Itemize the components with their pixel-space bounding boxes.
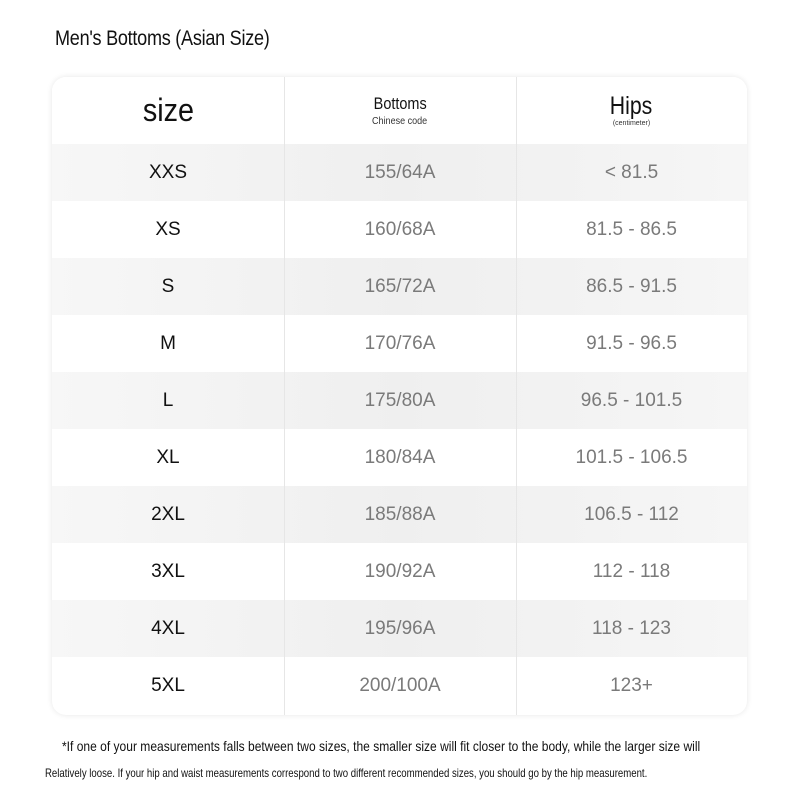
hips-cell-text: 86.5 - 91.5: [586, 275, 677, 297]
size-cell-text: 3XL: [151, 560, 185, 582]
chinese-code-cell: [284, 144, 516, 201]
footnote-line-2: Relatively loose. If your hip and waist measurements correspond to two different recommended sizes, you should go by the hip measurement.: [45, 766, 648, 780]
hips-cell: [516, 486, 747, 543]
size-cell-text: 5XL: [151, 674, 185, 696]
table-header-row: [52, 77, 747, 144]
chinese-code-cell: [284, 201, 516, 258]
table-row: [52, 201, 747, 258]
hips-cell-text: 101.5 - 106.5: [575, 446, 688, 468]
size-cell: [52, 543, 284, 600]
hips-cell: [516, 543, 747, 600]
header-bottoms-sublabel: Chinese code: [372, 115, 428, 127]
hips-cell: [516, 600, 747, 657]
table-row: [52, 144, 747, 201]
size-cell-text: 2XL: [151, 503, 185, 525]
size-cell: [52, 144, 284, 201]
chinese-code-cell-text: 180/84A: [364, 446, 436, 468]
hips-cell-text: 123+: [610, 674, 653, 696]
hips-cell-text: 81.5 - 86.5: [586, 218, 677, 240]
chinese-code-cell-text: 165/72A: [364, 275, 436, 297]
size-cell-text: XS: [155, 218, 181, 240]
hips-cell-text: 96.5 - 101.5: [580, 389, 683, 411]
hips-cell: [516, 201, 747, 258]
size-cell: [52, 486, 284, 543]
footnote-line-1: *If one of your measurements falls between two sizes, the smaller size will fit closer to the body, while the larger size will: [62, 738, 701, 754]
page-title: Men's Bottoms (Asian Size): [55, 27, 270, 50]
size-cell-text: M: [160, 332, 176, 354]
header-bottoms-cell: [284, 77, 516, 144]
header-hips-sublabel: (centimeter): [612, 120, 651, 127]
chinese-code-cell: [284, 657, 516, 714]
table-row: [52, 657, 747, 714]
hips-cell: [516, 258, 747, 315]
hips-cell: [516, 144, 747, 201]
hips-cell: [516, 372, 747, 429]
hips-cell-text: 118 - 123: [592, 617, 671, 639]
table-row: [52, 315, 747, 372]
chinese-code-cell-text: 175/80A: [364, 389, 436, 411]
chinese-code-cell-text: 190/92A: [364, 560, 436, 582]
hips-cell-text: 91.5 - 96.5: [586, 332, 677, 354]
column-divider: [516, 77, 517, 715]
size-cell-text: XXS: [148, 161, 188, 183]
header-size-label: size: [142, 92, 194, 128]
size-cell: [52, 372, 284, 429]
size-cell-text: L: [162, 389, 174, 411]
size-cell-text: S: [161, 275, 175, 297]
size-cell: [52, 201, 284, 258]
hips-cell-text: 106.5 - 112: [584, 503, 679, 525]
size-cell-text: XL: [156, 446, 180, 468]
chinese-code-cell-text: 195/96A: [364, 617, 436, 639]
table-row: [52, 372, 747, 429]
header-size-cell: [52, 77, 284, 144]
size-cell: [52, 429, 284, 486]
hips-cell: [516, 315, 747, 372]
chinese-code-cell: [284, 315, 516, 372]
hips-cell: [516, 429, 747, 486]
chinese-code-cell-text: 185/88A: [364, 503, 436, 525]
table-row: [52, 429, 747, 486]
size-chart-table: [52, 77, 747, 715]
hips-cell-text: < 81.5: [604, 161, 659, 183]
chinese-code-cell-text: 200/100A: [359, 674, 441, 696]
column-divider: [284, 77, 285, 715]
chinese-code-cell: [284, 486, 516, 543]
chinese-code-cell-text: 160/68A: [364, 218, 436, 240]
chinese-code-cell: [284, 600, 516, 657]
table-row: [52, 258, 747, 315]
chinese-code-cell-text: 170/76A: [364, 332, 436, 354]
table-row: [52, 543, 747, 600]
chinese-code-cell: [284, 372, 516, 429]
table-row: [52, 600, 747, 657]
chinese-code-cell: [284, 429, 516, 486]
header-hips-label: Hips: [610, 92, 653, 120]
header-hips-cell: [516, 77, 747, 144]
header-bottoms-label: Bottoms: [373, 93, 427, 113]
hips-cell: [516, 657, 747, 714]
chinese-code-cell: [284, 543, 516, 600]
chinese-code-cell: [284, 258, 516, 315]
hips-cell-text: 112 - 118: [592, 560, 671, 582]
size-cell: [52, 315, 284, 372]
size-cell: [52, 657, 284, 714]
chinese-code-cell-text: 155/64A: [364, 161, 436, 183]
table-row: [52, 486, 747, 543]
size-cell-text: 4XL: [151, 617, 185, 639]
size-cell: [52, 600, 284, 657]
size-cell: [52, 258, 284, 315]
